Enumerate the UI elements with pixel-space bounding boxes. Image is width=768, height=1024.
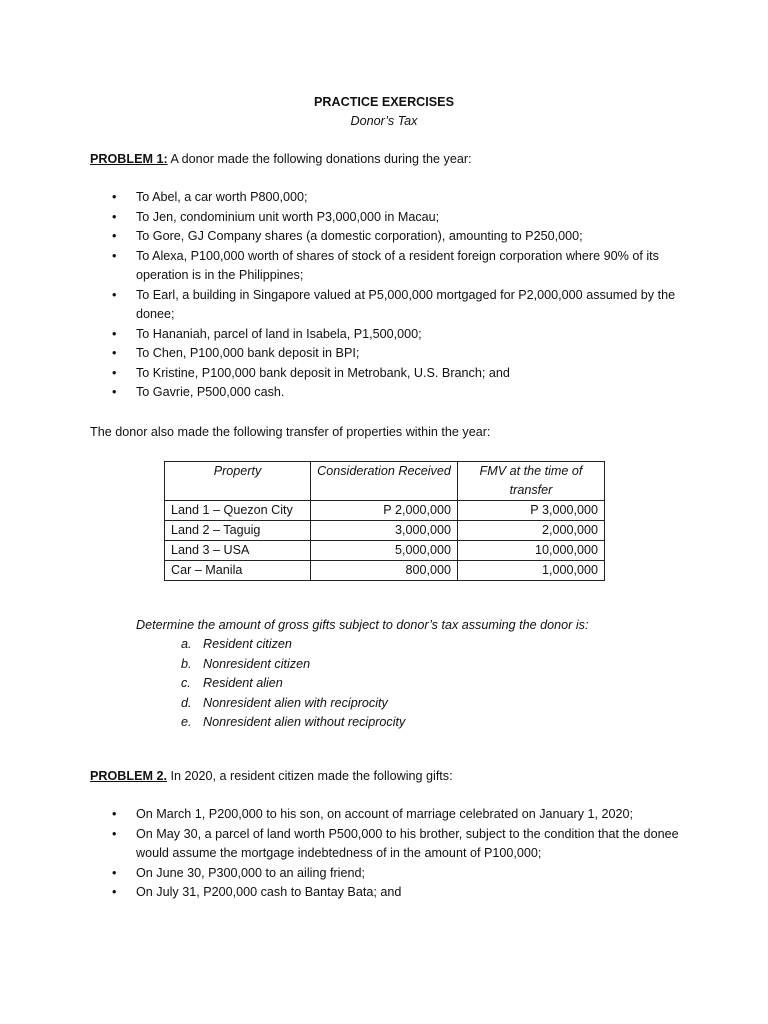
- cell-property: Land 1 – Quezon City: [165, 501, 311, 521]
- bullet-icon: •: [112, 209, 117, 224]
- option-marker: e.: [181, 715, 192, 729]
- bullet-icon: •: [112, 826, 117, 841]
- header-fmv: FMV at the time of transfer: [458, 462, 605, 501]
- problem-1-heading: [90, 150, 472, 170]
- cell-property: Land 2 – Taguig: [165, 521, 311, 541]
- property-transfer-table: [164, 461, 605, 581]
- table-row: [165, 501, 605, 521]
- header-property: Property: [165, 462, 311, 501]
- option-marker: b.: [181, 656, 192, 671]
- cell-consideration: 3,000,000: [311, 521, 458, 541]
- donor-type-options: [176, 635, 405, 733]
- question-text: Determine the amount of gross gifts subject to donor’s tax assuming the donor is:: [136, 618, 589, 632]
- option-marker: a.: [181, 637, 192, 651]
- header-consideration: Consideration Received: [311, 462, 458, 501]
- list-item: • To Abel, a car worth P800,000;: [90, 188, 690, 208]
- problem-2-label: PROBLEM 2.: [90, 769, 167, 783]
- cell-consideration: P 2,000,000: [311, 501, 458, 521]
- problem-1-intro: A donor made the following donations during the year:: [167, 152, 472, 166]
- list-item: • To Jen, condominium unit worth P3,000,000 in Macau;: [90, 208, 690, 228]
- list-item: c. Resident alien: [176, 674, 405, 694]
- table-header-row: [165, 462, 605, 501]
- bullet-icon: •: [112, 365, 117, 380]
- bullet-icon: •: [112, 385, 117, 399]
- bullet-icon: •: [112, 190, 117, 204]
- page-title: PRACTICE EXERCISES: [314, 95, 454, 109]
- table-row: [165, 521, 605, 541]
- transfer-intro: The donor also made the following transfer of properties within the year:: [90, 425, 491, 439]
- cell-consideration: 5,000,000: [311, 541, 458, 561]
- list-item: • To Gavrie, P500,000 cash.: [90, 383, 690, 403]
- list-item: • To Gore, GJ Company shares (a domestic corporation), amounting to P250,000;: [90, 227, 690, 247]
- cell-fmv: P 3,000,000: [458, 501, 605, 521]
- list-item: • To Chen, P100,000 bank deposit in BPI;: [90, 344, 690, 364]
- problem-1-label: PROBLEM 1:: [90, 152, 168, 166]
- bullet-icon: •: [112, 865, 117, 880]
- bullet-icon: •: [112, 346, 117, 360]
- list-item: d. Nonresident alien with reciprocity: [176, 694, 405, 714]
- option-marker: d.: [181, 695, 192, 710]
- gifts-list: [90, 805, 690, 903]
- list-item: a. Resident citizen: [176, 635, 405, 655]
- cell-fmv: 10,000,000: [458, 541, 605, 561]
- table-row: [165, 561, 605, 581]
- list-item: • To Hananiah, parcel of land in Isabela, P1,500,000;: [90, 325, 690, 345]
- problem-2-intro: In 2020, a resident citizen made the following gifts:: [166, 769, 453, 783]
- page-subtitle: Donor’s Tax: [350, 114, 418, 128]
- bullet-icon: •: [112, 287, 117, 302]
- cell-property: Car – Manila: [165, 561, 311, 581]
- list-item: • On March 1, P200,000 to his son, on account of marriage celebrated on January 1, 2020;: [90, 805, 690, 825]
- list-item: • To Kristine, P100,000 bank deposit in Metrobank, U.S. Branch; and: [90, 364, 690, 384]
- list-item: b. Nonresident citizen: [176, 655, 405, 675]
- bullet-icon: •: [112, 326, 117, 341]
- problem-2-heading: [90, 767, 453, 787]
- cell-fmv: 1,000,000: [458, 561, 605, 581]
- donations-list: [90, 188, 690, 403]
- bullet-icon: •: [112, 885, 117, 899]
- list-item: e. Nonresident alien without reciprocity: [176, 713, 405, 733]
- list-item: • On July 31, P200,000 cash to Bantay Bata; and: [90, 883, 690, 903]
- bullet-icon: •: [112, 807, 117, 821]
- list-item: • To Earl, a building in Singapore valued at P5,000,000 mortgaged for P2,000,000 assumed by the donee;: [112, 287, 676, 321]
- bullet-icon: •: [112, 229, 117, 243]
- cell-property: Land 3 – USA: [165, 541, 311, 561]
- cell-fmv: 2,000,000: [458, 521, 605, 541]
- list-item: • On May 30, a parcel of land worth P500,000 to his brother, subject to the condition that the donee would assume the mortgage indebtedness of in the amount of P100,000;: [112, 826, 679, 860]
- table-row: [165, 541, 605, 561]
- bullet-icon: •: [112, 248, 117, 263]
- list-item: • To Alexa, P100,000 worth of shares of stock of a resident foreign corporation where 90% of its operation is in the Philippines;: [112, 248, 659, 282]
- list-item: • On June 30, P300,000 to an ailing friend;: [90, 864, 690, 884]
- cell-consideration: 800,000: [311, 561, 458, 581]
- option-marker: c.: [181, 676, 191, 690]
